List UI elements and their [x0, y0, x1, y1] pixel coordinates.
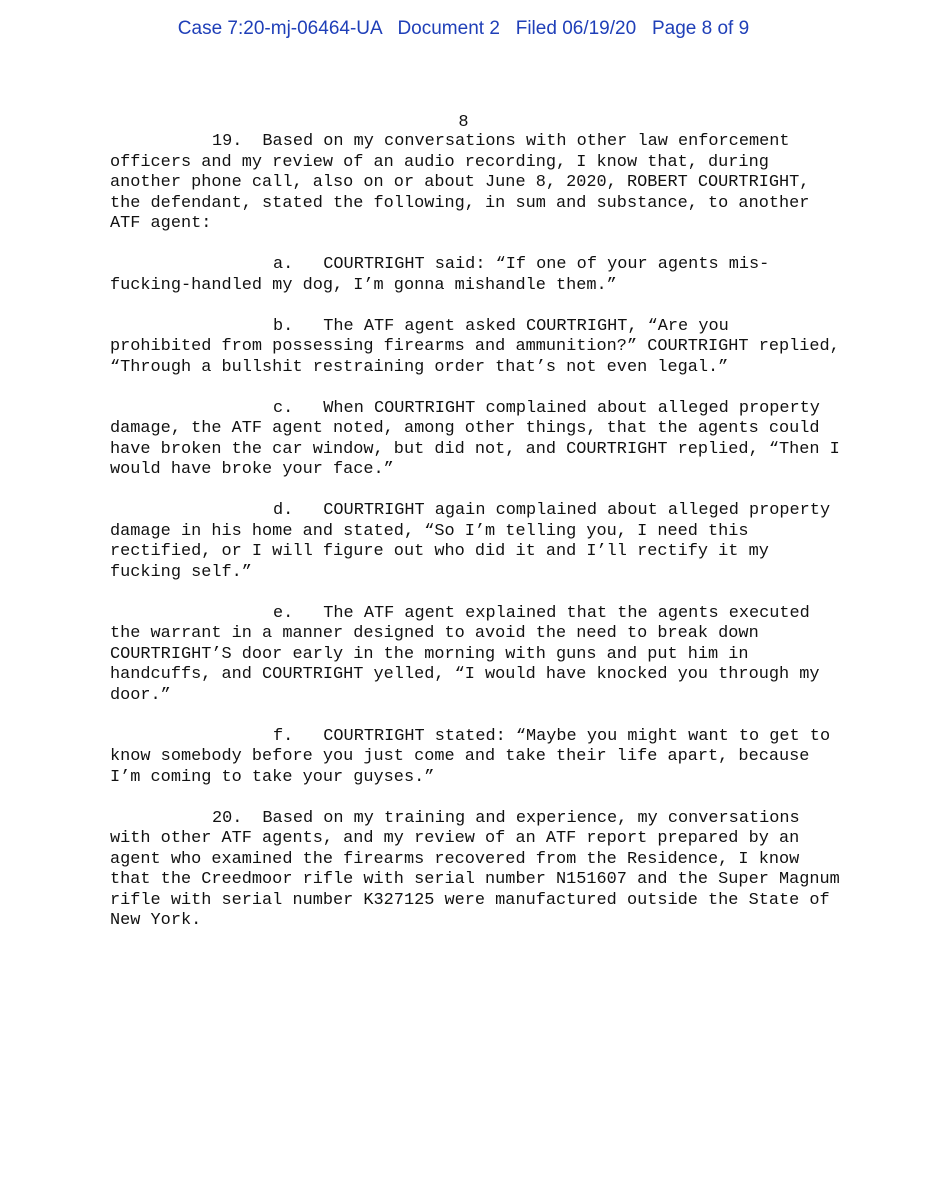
- subparagraph-label: d.: [273, 501, 294, 520]
- page-number: 8: [458, 113, 469, 132]
- subparagraph-text: The ATF agent explained that the agents executed the warrant in a manner designed to avoid the need to break down COURTRIGHT’S door early in the morning with guns and put him in handcuffs, and COURTRIGHT yelled, “I would have knocked you through my door.”: [110, 603, 820, 705]
- paragraph-20: [110, 809, 840, 932]
- subparagraph-text: COURTRIGHT stated: “Maybe you might want to get to know somebody before you just come and take their life apart, because I’m coming to take your guyses.”: [110, 726, 831, 787]
- subparagraph-label: f.: [273, 726, 294, 746]
- paragraph-text: Based on my conversations with other law enforcement officers and my review of an audio recording, I know that, during another phone call, also on or about June 8, 2020, ROBERT COURTRIGHT, the defendant, stated the following, in sum and substance, to another ATF agent:: [110, 132, 810, 233]
- subparagraph-text: COURTRIGHT again complained about alleged property damage in his home and stated, “So I’m telling you, I need this rectified, or I will figure out who did it and I’ll rectify it my fucking self.”: [110, 501, 831, 582]
- case-header: Case 7:20-mj-06464-UA Document 2 Filed 06/19/20 Page 8 of 9: [177, 18, 750, 39]
- subparagraph-b: [110, 317, 840, 379]
- subparagraph-text: COURTRIGHT said: “If one of your agents mis-fucking-handled my dog, I’m gonna mishandle them.”: [110, 255, 770, 295]
- subparagraph-c: [110, 399, 840, 481]
- paragraph-label: 20.: [212, 808, 243, 828]
- subparagraph-label: a.: [273, 255, 294, 274]
- subparagraph-label: e.: [273, 603, 294, 623]
- subparagraph-d: [110, 501, 840, 583]
- subparagraph-e: [110, 604, 840, 707]
- subparagraph-text: The ATF agent asked COURTRIGHT, “Are you prohibited from possessing firearms and ammunition?” COURTRIGHT replied, “Through a bullshit restraining order that’s not even legal.”: [110, 316, 840, 377]
- paragraph-label: 19.: [212, 132, 243, 151]
- subparagraph-text: When COURTRIGHT complained about alleged property damage, the ATF agent noted, among other things, that the agents could have broken the car window, but did not, and COURTRIGHT replied, “Then I would have broke your face.”: [110, 398, 840, 479]
- subparagraph-label: b.: [273, 316, 294, 336]
- subparagraph-label: c.: [273, 398, 294, 418]
- paragraph-text: Based on my training and experience, my conversations with other ATF agents, and my review of an ATF report prepared by an agent who examined the firearms recovered from the Residence, I know that the Creedmoor rifle with serial number N151607 and the Super Magnum rifle with serial number K327125 were manufactured outside the State of New York.: [110, 808, 840, 930]
- subparagraph-a: [110, 255, 840, 296]
- document-body: [110, 132, 840, 952]
- subparagraph-f: [110, 727, 840, 789]
- paragraph-19: [110, 132, 840, 235]
